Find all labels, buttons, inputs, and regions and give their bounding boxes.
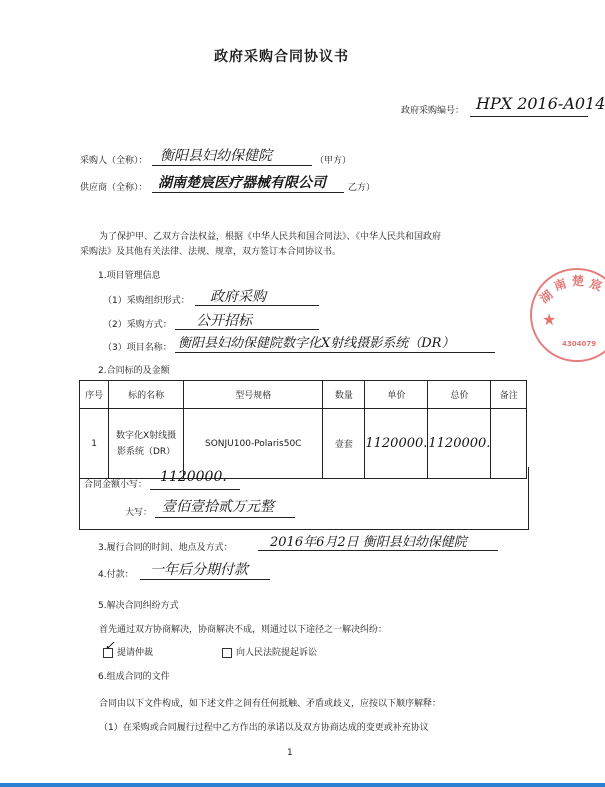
project-name-label: （3）项目名称：	[103, 343, 172, 353]
org-form-value: 政府采购	[210, 289, 266, 305]
section2-heading: 2.合同标的及金额	[98, 366, 170, 376]
table-header-row	[80, 381, 527, 409]
amount-small-underline	[150, 489, 240, 490]
purchaser-suffix: （甲方）	[315, 156, 352, 166]
purchaser-label: 采购人（全称）：	[80, 156, 148, 166]
col-header-qty: 数量	[323, 381, 365, 409]
cell-no: 1	[80, 409, 109, 479]
cell-total: 1120000.	[428, 409, 491, 479]
section5-text: 首先通过双方协商解决，协商解决不成，则通过以下途径之一解决纠纷：	[99, 625, 388, 635]
cell-name-line-2: 影系统（DR）	[117, 446, 176, 457]
amount-big-underline	[155, 517, 295, 518]
col-header-no: 序号	[80, 381, 109, 409]
purchaser-value: 衡阳县妇幼保健院	[160, 148, 272, 164]
method-label: （2）采购方式：	[103, 320, 172, 330]
supplier-suffix: 乙方）	[348, 183, 376, 193]
section5-heading: 5.解决合同纠纷方式	[98, 601, 179, 611]
section6-heading: 6.组成合同的文件	[98, 672, 170, 682]
section1-heading: 1.项目管理信息	[98, 271, 161, 281]
supplier-value: 湖南楚宸医疗器械有限公司	[158, 175, 326, 191]
scan-edge-bar	[0, 783, 605, 787]
method-value: 公开招标	[196, 313, 252, 329]
intro-line-2: 采购法》及其他有关法律、法规、规章，双方签订本合同协议书。	[80, 247, 342, 257]
cell-qty: 壹套	[323, 409, 365, 479]
section3-label: 3.履行合同的时间、地点及方式：	[98, 543, 233, 553]
company-seal: 湖 南 楚 宸 ★ 4304079	[530, 268, 605, 362]
section3-value: 2016年6月2日 衡阳县妇幼保健院	[270, 535, 467, 550]
project-name-value: 衡阳县妇幼保健院数字化X射线摄影系统（DR）	[178, 336, 455, 351]
amount-small-value: 1120000.	[160, 469, 227, 485]
cell-name-line-1: 数字化X射线摄	[116, 430, 177, 441]
contract-no-underline	[470, 116, 588, 117]
cell-unit-price: 1120000.	[365, 409, 428, 479]
option-litigation	[222, 645, 317, 658]
section3-underline	[258, 550, 498, 551]
col-header-name: 标的名称	[109, 381, 184, 409]
section6-text: 合同由以下文件构成，如下述文件之间有任何抵触、矛盾或歧义，应按以下顺序解释：	[99, 699, 442, 709]
option-arbitration-label: 提请仲裁	[117, 648, 154, 658]
project-name-underline	[175, 352, 495, 353]
page-number: 1	[287, 748, 293, 758]
document-title: 政府采购合同协议书	[214, 49, 349, 65]
amount-small-label: 合同金额小写：	[84, 480, 148, 490]
purchaser-underline	[152, 165, 312, 166]
contract-items-table	[79, 380, 527, 479]
option-litigation-label: 向人民法院提起诉讼	[236, 648, 318, 658]
contract-no-label: 政府采购编号：	[401, 106, 465, 116]
col-header-unit-price: 单价	[365, 381, 428, 409]
section4-value: 一年后分期付款	[150, 562, 248, 578]
intro-line-1: 为了保护甲、乙双方合法权益，根据《中华人民共和国合同法》、《中华人民共和国政府	[99, 232, 442, 242]
cell-model: SONJU100-Polaris50C	[184, 409, 323, 479]
amount-big-label: 大写：	[125, 508, 153, 518]
col-header-remark: 备注	[491, 381, 527, 409]
org-form-underline	[195, 305, 319, 306]
col-header-total: 总价	[428, 381, 491, 409]
section4-underline	[140, 579, 270, 580]
supplier-label: 供应商（全称）：	[80, 183, 148, 193]
option-arbitration	[103, 639, 154, 658]
org-form-label: （1）采购组织形式：	[103, 296, 190, 306]
check-mark-icon: ✓	[104, 639, 115, 654]
method-underline	[175, 329, 319, 330]
section4-label: 4.付款：	[98, 570, 134, 580]
amount-big-value: 壹佰壹拾贰万元整	[162, 499, 274, 515]
col-header-model: 型号规格	[184, 381, 323, 409]
supplier-underline	[152, 192, 344, 193]
contract-no-value: HPX 2016-A014	[476, 94, 605, 113]
checkbox-litigation	[222, 648, 232, 658]
section6-item-1: （1）在采购或合同履行过程中乙方作出的承诺以及双方协商达成的变更或补充协议	[99, 723, 429, 733]
